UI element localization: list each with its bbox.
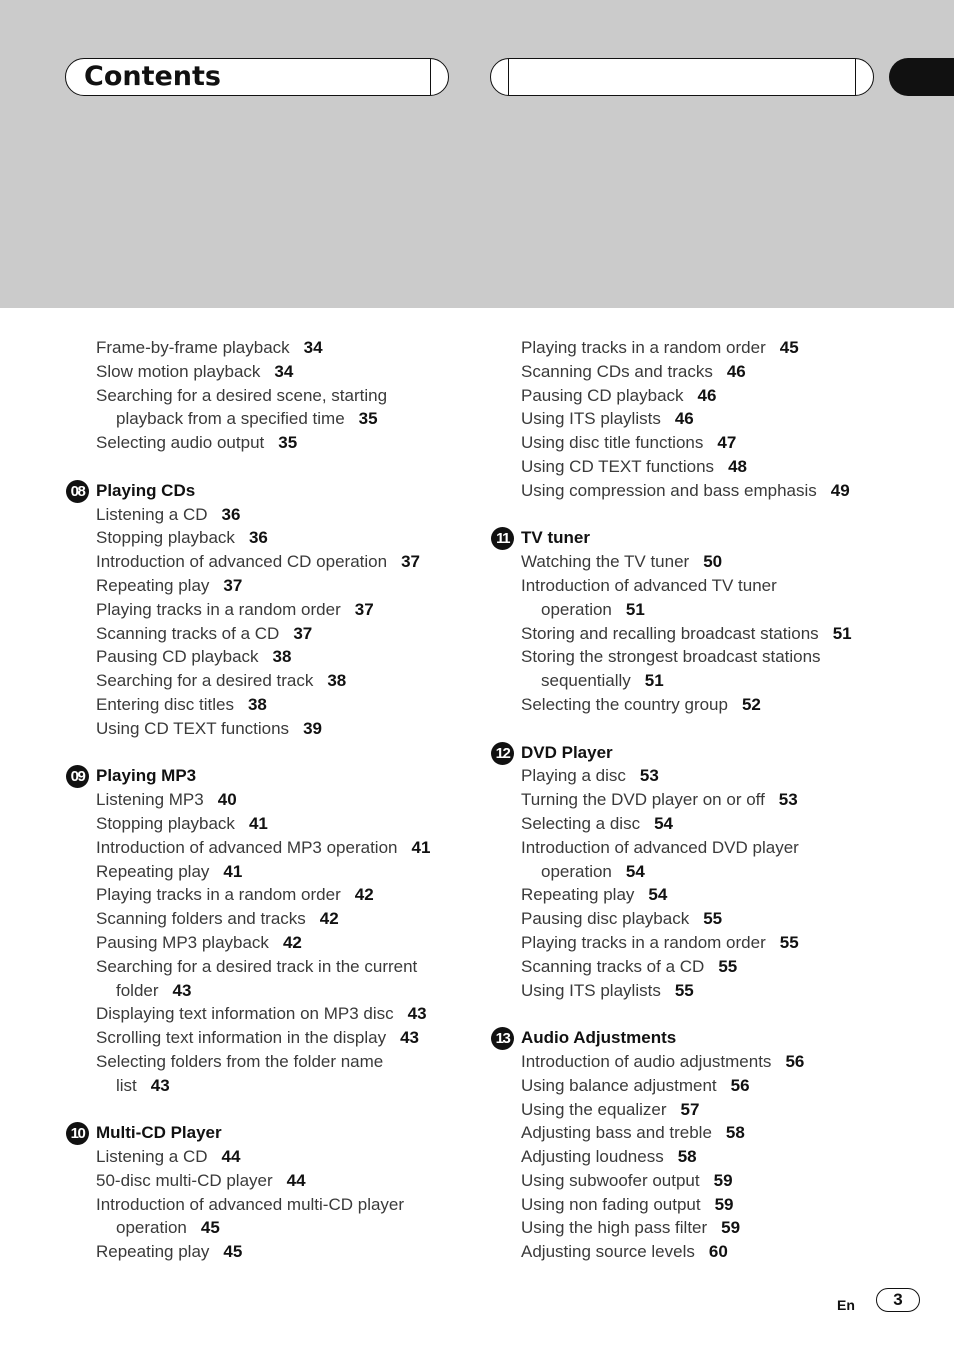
toc-entry[interactable]: [490, 407, 910, 431]
toc-page-number: 37: [401, 552, 420, 572]
toc-entry[interactable]: [490, 455, 910, 479]
section-number-badge: 09: [66, 765, 89, 788]
toc-entry[interactable]: [65, 574, 465, 598]
toc-entry[interactable]: [65, 693, 465, 717]
toc-entry[interactable]: [65, 645, 465, 669]
section-heading: [65, 764, 465, 788]
toc-page-number: 38: [247, 694, 267, 714]
section-heading: [490, 526, 910, 550]
toc-entry-text: Using CD TEXT functions: [521, 456, 715, 476]
toc-page-number: 56: [730, 1075, 750, 1095]
section-number-badge: 10: [66, 1122, 89, 1145]
toc-entry[interactable]: [490, 955, 910, 979]
section-number-badge: 13: [491, 1027, 514, 1050]
toc-entry[interactable]: [65, 550, 465, 574]
toc-entry[interactable]: [65, 622, 465, 646]
section-heading: [490, 741, 910, 765]
toc-page-number: 43: [172, 980, 192, 1000]
toc-entry[interactable]: [490, 622, 910, 646]
toc-page-number: 47: [717, 433, 737, 453]
toc-page-number: 60: [708, 1242, 728, 1262]
toc-entry-text: Displaying text information on MP3 disc: [96, 1004, 394, 1024]
toc-page-number: 46: [726, 361, 746, 381]
toc-page-number: 45: [779, 338, 799, 357]
toc-entry-text: Listening a CD: [96, 504, 208, 524]
toc-entry[interactable]: [65, 1193, 465, 1241]
toc-entry-text: Selecting folders from the folder name: [96, 1051, 384, 1071]
toc-page-number: 41: [223, 861, 243, 881]
toc-entry[interactable]: [65, 526, 465, 550]
toc-entry-text: Introduction of advanced TV tuner: [521, 575, 777, 595]
toc-entry[interactable]: [490, 812, 910, 836]
toc-entry-text: Scrolling text information in the display: [96, 1028, 387, 1048]
toc-entry-text: Stopping playback: [96, 813, 235, 833]
toc-page-number: 43: [150, 1075, 170, 1095]
toc-entry-text: Listening a CD: [96, 1147, 208, 1167]
section-heading: [65, 1121, 465, 1145]
toc-entry-text: Storing and recalling broadcast stations: [521, 623, 819, 643]
toc-page-number: 51: [625, 599, 645, 619]
toc-entry[interactable]: [490, 1169, 910, 1193]
toc-entry-text: Scanning tracks of a CD: [96, 623, 280, 643]
toc-page-number: 55: [703, 909, 723, 929]
toc-entry[interactable]: [490, 431, 910, 455]
toc-page-number: 55: [779, 932, 799, 952]
toc-entry-text: Listening MP3: [96, 790, 204, 810]
toc-page-number: 41: [411, 837, 431, 857]
toc-entry-text: Adjusting loudness: [521, 1147, 664, 1167]
toc-entry[interactable]: [65, 336, 465, 360]
toc-entry-text: Pausing disc playback: [521, 909, 690, 929]
toc-entry-text: Repeating play: [521, 885, 635, 905]
toc-page-number: 36: [248, 528, 268, 548]
title-box-divider: [430, 59, 431, 95]
toc-page-number: 54: [648, 885, 668, 905]
toc-entry[interactable]: [65, 598, 465, 622]
toc-entry[interactable]: [490, 574, 910, 622]
toc-entry-text: Searching for a desired scene, starting: [96, 385, 388, 405]
toc-entry-text: Selecting a disc: [521, 813, 641, 833]
toc-entry-text: Playing tracks in a random order: [96, 599, 341, 619]
toc-page-number: 36: [221, 504, 241, 524]
toc-entry-text: operation 51: [541, 599, 645, 619]
section-heading: [65, 479, 465, 503]
toc-entry[interactable]: [65, 931, 465, 955]
toc-entry[interactable]: [65, 717, 465, 741]
toc-entry-text: Scanning folders and tracks: [96, 909, 306, 929]
toc-entry[interactable]: [65, 788, 465, 812]
toc-entry[interactable]: [65, 1240, 465, 1264]
toc-page-number: 42: [282, 932, 302, 952]
toc-entry[interactable]: [490, 693, 910, 717]
toc-page-number: 42: [354, 885, 374, 905]
toc-entry[interactable]: [65, 431, 465, 455]
section-title: Playing CDs: [96, 480, 196, 500]
toc-entry-text: Scanning tracks of a CD: [521, 956, 705, 976]
toc-entry-text: Introduction of advanced CD operation: [96, 552, 388, 572]
toc-entry[interactable]: [490, 1121, 910, 1145]
toc-entry[interactable]: [490, 836, 910, 884]
toc-page-number: 49: [830, 480, 850, 500]
title-box: [65, 58, 449, 96]
blank-header-box: [490, 58, 874, 96]
toc-entry-text: Using non fading output: [521, 1194, 701, 1214]
toc-entry[interactable]: [490, 764, 910, 788]
section-heading: [490, 1026, 910, 1050]
toc-page-number: 46: [697, 385, 717, 405]
toc-entry-text: Stopping playback: [96, 528, 235, 548]
toc-entry-text: folder 43: [116, 980, 192, 1000]
toc-page-number: 39: [303, 718, 322, 738]
toc-page-number: 54: [654, 813, 673, 833]
toc-entry[interactable]: [65, 669, 465, 693]
toc-entry-text: Introduction of audio adjustments: [521, 1051, 772, 1071]
toc-entry-text: Using ITS playlists: [521, 980, 661, 1000]
section-number-badge: 12: [491, 742, 514, 765]
toc-entry-text: Using the equalizer: [521, 1099, 667, 1119]
toc-entry-text: Using disc title functions: [521, 433, 704, 453]
toc-entry[interactable]: [490, 907, 910, 931]
toc-page-number: 37: [223, 575, 243, 595]
toc-page-number: 53: [639, 766, 659, 786]
toc-entry[interactable]: [65, 360, 465, 384]
toc-entry-text: Using subwoofer output: [521, 1170, 700, 1190]
toc-page-number: 44: [286, 1170, 306, 1190]
toc-entry-text: Pausing CD playback: [96, 647, 259, 667]
toc-page-number: 44: [221, 1147, 241, 1167]
toc-entry-text: Pausing CD playback: [521, 385, 684, 405]
toc-entry[interactable]: [65, 503, 465, 527]
toc-entry-text: Using ITS playlists: [521, 409, 661, 429]
toc-page-number: 50: [703, 552, 723, 572]
toc-entry-text: operation 54: [541, 861, 645, 881]
toc-entry-text: 50-disc multi-CD player: [96, 1170, 273, 1190]
toc-entry-text: Repeating play: [96, 1242, 210, 1262]
toc-entry[interactable]: [490, 788, 910, 812]
toc-page-number: 34: [274, 361, 294, 381]
toc-page-number: 38: [327, 671, 347, 691]
toc-page-number: 58: [677, 1147, 697, 1167]
header-band: [0, 0, 954, 308]
toc-page-number: 37: [354, 599, 374, 619]
toc-entry[interactable]: [490, 979, 910, 1003]
toc-entry[interactable]: [65, 860, 465, 884]
toc-page-number: 56: [785, 1051, 805, 1071]
toc-entry-text: Introduction of advanced DVD player: [521, 837, 799, 857]
section-number-badge: 08: [66, 480, 89, 503]
toc-entry-text: operation 45: [116, 1218, 220, 1238]
toc-entry[interactable]: [65, 883, 465, 907]
toc-page-number: 54: [625, 861, 645, 881]
toc-page-number: 40: [217, 790, 237, 810]
toc-entry[interactable]: [65, 907, 465, 931]
toc-entry[interactable]: [490, 1145, 910, 1169]
toc-page-number: 46: [674, 409, 694, 429]
toc-entry-text: Repeating play: [96, 861, 210, 881]
language-label: En: [837, 1297, 855, 1313]
toc-page-number: 51: [644, 671, 664, 691]
toc-page-number: 45: [200, 1218, 220, 1238]
toc-page-number: 55: [674, 980, 694, 1000]
toc-entry-text: Introduction of advanced MP3 operation: [96, 837, 398, 857]
toc-page-number: 59: [714, 1194, 734, 1214]
toc-page-number: 35: [278, 433, 298, 453]
toc-entry[interactable]: [490, 883, 910, 907]
toc-entry-text: Using CD TEXT functions: [96, 718, 290, 738]
toc-page-number: 43: [400, 1028, 420, 1048]
chapter-tab: [889, 58, 954, 96]
toc-entry[interactable]: [65, 955, 465, 1003]
toc-left-column: [65, 336, 465, 1264]
toc-entry[interactable]: [65, 812, 465, 836]
toc-entry-text: Repeating play: [96, 575, 210, 595]
blank-box-divider-left: [508, 59, 509, 95]
toc-entry-text: Using compression and bass emphasis: [521, 480, 817, 500]
toc-page-number: 42: [319, 909, 339, 929]
toc-entry[interactable]: [65, 1169, 465, 1193]
toc-page-number: 43: [407, 1004, 427, 1024]
toc-page-number: 59: [721, 1218, 741, 1238]
toc-entry[interactable]: [65, 384, 465, 432]
toc-page-number: 53: [778, 790, 798, 810]
toc-entry-text: Slow motion playback: [96, 361, 261, 381]
toc-entry-text: Searching for a desired track: [96, 671, 314, 691]
toc-entry[interactable]: [490, 931, 910, 955]
section-title: DVD Player: [521, 742, 613, 762]
toc-page-number: 35: [358, 409, 378, 429]
section-number-badge: 11: [491, 527, 514, 550]
toc-page-number: 57: [680, 1099, 700, 1119]
toc-entry[interactable]: [490, 1074, 910, 1098]
toc-entry[interactable]: [490, 1240, 910, 1264]
toc-entry-text: Using balance adjustment: [521, 1075, 717, 1095]
toc-page-number: 41: [248, 813, 268, 833]
section-title: TV tuner: [521, 528, 590, 548]
toc-entry[interactable]: [65, 1050, 465, 1098]
toc-entry-text: Frame-by-frame playback: [96, 338, 290, 357]
toc-entry-text: Playing a disc: [521, 766, 626, 786]
toc-page-number: 45: [223, 1242, 243, 1262]
toc-entry-text: Playing tracks in a random order: [521, 338, 766, 357]
toc-entry[interactable]: [490, 1050, 910, 1074]
toc-entry[interactable]: [490, 384, 910, 408]
toc-entry[interactable]: [490, 1098, 910, 1122]
toc-entry[interactable]: [65, 1002, 465, 1026]
toc-entry-text: Playing tracks in a random order: [96, 885, 341, 905]
toc-page-number: 59: [713, 1170, 733, 1190]
toc-entry[interactable]: [65, 1145, 465, 1169]
toc-entry[interactable]: [490, 1193, 910, 1217]
toc-entry-text: sequentially 51: [541, 671, 664, 691]
toc-entry[interactable]: [490, 645, 910, 693]
page-title: Contents: [84, 61, 222, 92]
toc-right-column: [490, 336, 910, 1264]
toc-entry-text: Scanning CDs and tracks: [521, 361, 713, 381]
toc-entry-text: Entering disc titles: [96, 694, 234, 714]
toc-page-number: 34: [303, 338, 323, 357]
toc-entry-text: Adjusting source levels: [521, 1242, 695, 1262]
toc-entry-text: Searching for a desired track in the current: [96, 956, 418, 976]
section-title: Playing MP3: [96, 766, 197, 786]
toc-entry-text: list 43: [116, 1075, 170, 1095]
toc-entry-text: Selecting audio output: [96, 433, 265, 453]
blank-box-divider-right: [855, 59, 856, 95]
toc-page-number: 55: [718, 956, 738, 976]
toc-entry-text: Playing tracks in a random order: [521, 932, 766, 952]
toc-entry[interactable]: [490, 479, 910, 503]
toc-entry-text: Pausing MP3 playback: [96, 932, 269, 952]
toc-entry-text: Watching the TV tuner: [521, 552, 690, 572]
toc-entry[interactable]: [490, 1216, 910, 1240]
toc-entry[interactable]: [65, 1026, 465, 1050]
toc-page-number: 51: [832, 623, 852, 643]
toc-entry-text: Introduction of advanced multi-CD player: [96, 1194, 405, 1214]
toc-entry-text: Using the high pass filter: [521, 1218, 708, 1238]
toc-entry-text: Turning the DVD player on or off: [521, 790, 765, 810]
toc-entry[interactable]: [65, 836, 465, 860]
toc-entry-text: playback from a specified time 35: [116, 409, 378, 429]
toc-page-number: 58: [725, 1123, 745, 1143]
toc-page-number: 48: [728, 456, 747, 476]
toc-page-number: 52: [741, 694, 761, 714]
page-number: 3: [876, 1288, 920, 1312]
toc-entry[interactable]: [490, 550, 910, 574]
section-title: Audio Adjustments: [521, 1028, 677, 1048]
toc-entry-text: Storing the strongest broadcast stations: [521, 647, 821, 667]
toc-entry-text: Selecting the country group: [521, 694, 728, 714]
toc-entry[interactable]: [490, 336, 910, 360]
toc-entry[interactable]: [490, 360, 910, 384]
toc-entry-text: Adjusting bass and treble: [521, 1123, 712, 1143]
toc-page-number: 38: [272, 647, 292, 667]
toc-page-number: 37: [293, 623, 313, 643]
section-title: Multi-CD Player: [96, 1123, 222, 1143]
